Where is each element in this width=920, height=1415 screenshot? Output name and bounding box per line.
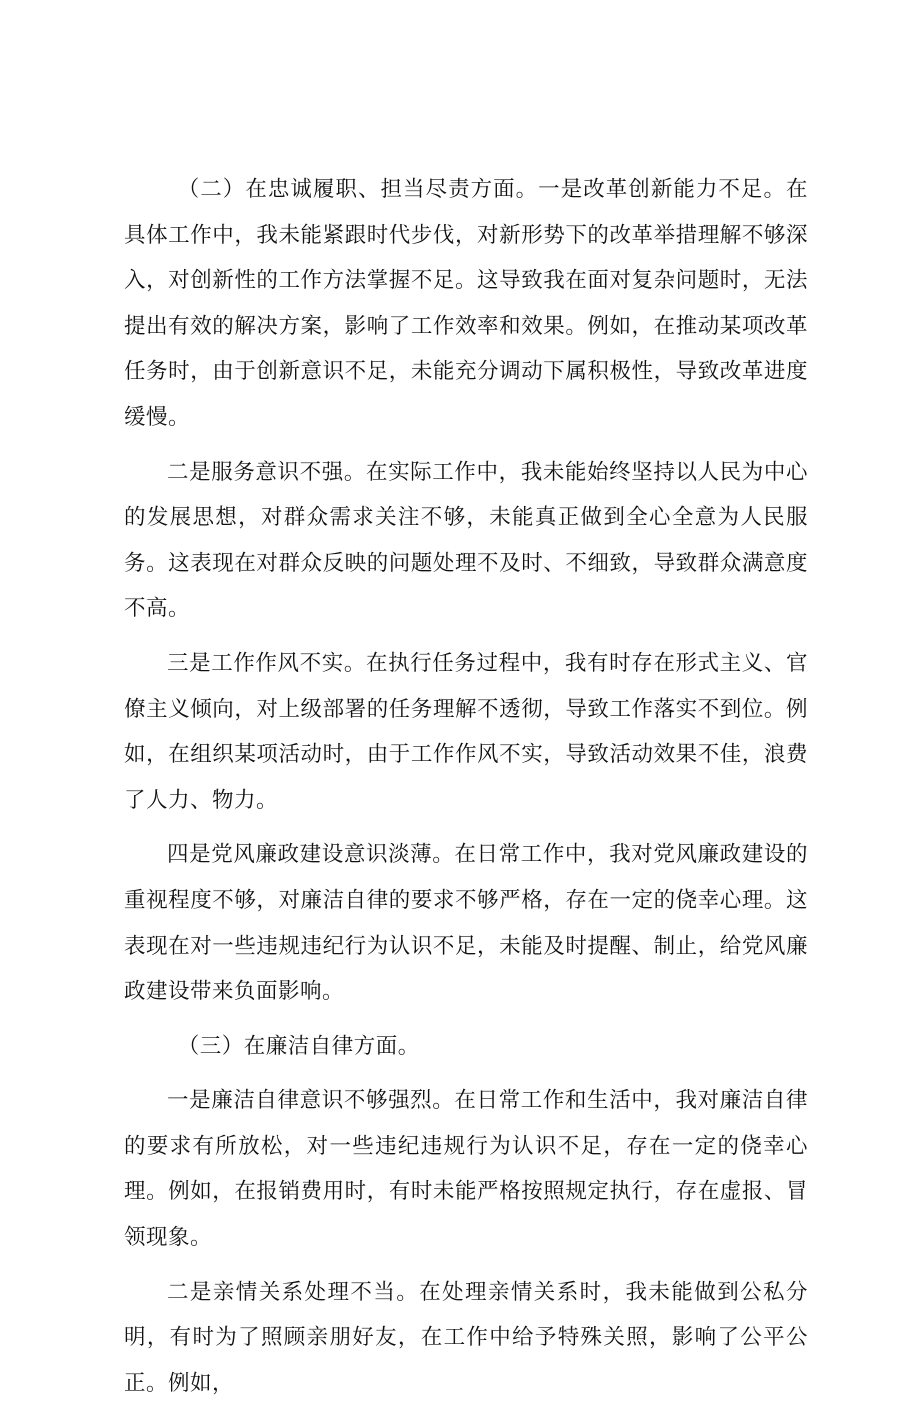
section-heading-three: （三）在廉洁自律方面。 [177,1033,420,1059]
paragraph-section-two: （二）在忠诚履职、担当尽责方面。一是改革创新能力不足。在具体工作中，我未能紧跟时代步伐，对新形势下的改革举措理解不够深入，对创新性的工作方法掌握不足。这导致我在面对复杂问题时，无法提出有效的解决方案，影响了工作效率和效果。例如，在推动某项改革任务时，由于创新意识不足，未能充分调动下属积极性，导致改革进度缓慢。 [124,177,808,430]
document-body [124,167,808,1415]
paragraph-service-awareness: 二是服务意识不强。在实际工作中，我未能始终坚持以人民为中心的发展思想，对群众需求关注不够，未能真正做到全心全意为人民服务。这表现在对群众反映的问题处理不及时、不细致，导致群众满意度不高。 [124,459,808,622]
paragraph-family-relations: 二是亲情关系处理不当。在处理亲情关系时，我未能做到公私分明，有时为了照顾亲朋好友，在工作中给予特殊关照，影响了公平公正。例如， [124,1279,808,1396]
paragraph-self-discipline: 一是廉洁自律意识不够强烈。在日常工作和生活中，我对廉洁自律的要求有所放松，对一些违纪违规行为认识不足，存在一定的侥幸心理。例如，在报销费用时，有时未能严格按照规定执行，存在虚报、冒领现象。 [124,1088,808,1251]
paragraph-work-style: 三是工作作风不实。在执行任务过程中，我有时存在形式主义、官僚主义倾向，对上级部署的任务理解不透彻，导致工作落实不到位。例如，在组织某项活动时，由于工作作风不实，导致活动效果不佳，浪费了人力、物力。 [124,650,808,813]
paragraph-integrity-building: 四是党风廉政建设意识淡薄。在日常工作中，我对党风廉政建设的重视程度不够，对廉洁自律的要求不够严格，存在一定的侥幸心理。这表现在对一些违规违纪行为认识不足，未能及时提醒、制止，给党风廉政建设带来负面影响。 [124,842,808,1005]
